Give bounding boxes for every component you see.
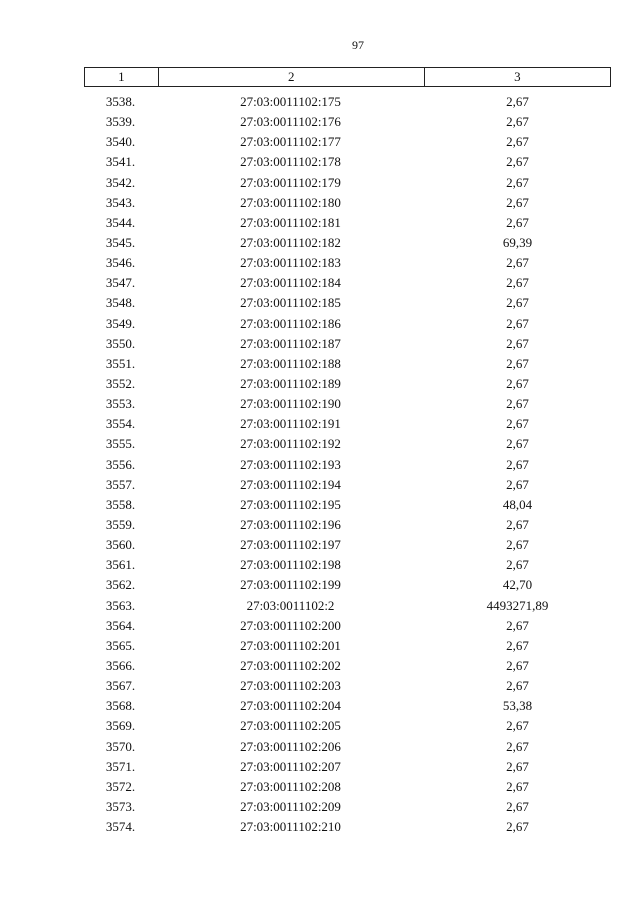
table-row <box>84 354 611 374</box>
row-number: 3568. <box>105 698 136 714</box>
row-number: 3539. <box>105 114 136 130</box>
row-value: 42,70 <box>502 577 533 593</box>
row-number: 3566. <box>105 658 136 673</box>
cadastral-number: 27:03:0011102:189 <box>240 376 341 392</box>
row-number: 3540. <box>105 134 136 150</box>
row-value: 2,67 <box>506 658 529 673</box>
table-row <box>84 777 611 797</box>
row-number: 3560. <box>105 537 136 553</box>
row-value: 2,67 <box>506 376 529 392</box>
row-number: 3558. <box>105 496 136 512</box>
row-number: 3545. <box>105 235 136 251</box>
cadastral-number: 27:03:0011102:198 <box>240 557 341 573</box>
table-row <box>84 817 611 837</box>
row-number: 3569. <box>105 718 136 734</box>
row-value: 2,67 <box>506 738 529 754</box>
cadastral-number: 27:03:0011102:191 <box>240 416 341 432</box>
row-value: 2,67 <box>506 174 529 190</box>
row-value: 2,67 <box>506 798 529 814</box>
row-number: 3573. <box>105 798 136 814</box>
cadastral-number: 27:03:0011102:190 <box>240 396 341 412</box>
row-value: 2,67 <box>506 456 529 472</box>
table-row <box>84 475 611 495</box>
row-number: 3556. <box>105 456 136 472</box>
table-row <box>84 455 611 475</box>
table-row <box>84 213 611 233</box>
row-number: 3565. <box>105 637 136 653</box>
table-row <box>84 716 611 736</box>
row-value: 2,67 <box>506 355 529 371</box>
table-row <box>84 253 611 273</box>
row-value: 2,67 <box>506 778 529 794</box>
row-number: 3544. <box>105 214 136 230</box>
column-header-1: 1 <box>118 69 125 84</box>
cadastral-number: 27:03:0011102:202 <box>240 658 341 673</box>
row-number: 3554. <box>105 416 136 432</box>
table-header-row <box>84 67 611 87</box>
cadastral-number: 27:03:0011102:2 <box>246 597 335 613</box>
row-number: 3570. <box>105 738 136 754</box>
cadastral-number: 27:03:0011102:207 <box>240 758 341 774</box>
cadastral-number: 27:03:0011102:175 <box>240 94 341 110</box>
cadastral-number: 27:03:0011102:180 <box>240 194 341 210</box>
column-header-3: 3 <box>424 68 610 86</box>
row-value: 2,67 <box>506 758 529 774</box>
cadastral-number: 27:03:0011102:196 <box>240 517 341 533</box>
column-header-2: 2 <box>158 68 424 86</box>
table-row <box>84 293 611 313</box>
row-value: 2,67 <box>506 134 529 150</box>
row-number: 3553. <box>105 396 136 412</box>
row-number: 3542. <box>105 174 136 190</box>
page-number: 97 <box>352 38 364 52</box>
row-value: 2,67 <box>506 557 529 573</box>
row-number: 3557. <box>105 476 136 492</box>
table-row <box>84 696 611 716</box>
table-row <box>84 152 611 172</box>
table-row <box>84 757 611 777</box>
row-value: 48,04 <box>502 496 533 512</box>
row-value: 69,39 <box>502 235 533 251</box>
table-body <box>84 92 611 837</box>
row-value: 2,67 <box>506 476 529 492</box>
cadastral-number: 27:03:0011102:187 <box>240 335 341 351</box>
table-row <box>84 414 611 434</box>
table-row <box>84 495 611 515</box>
table-row <box>84 616 611 636</box>
table-row <box>84 334 611 354</box>
row-value: 2,67 <box>506 436 529 452</box>
row-number: 3559. <box>105 517 136 533</box>
cadastral-number: 27:03:0011102:193 <box>240 456 341 472</box>
row-number: 3567. <box>105 678 136 694</box>
table-row <box>84 173 611 193</box>
row-value: 2,67 <box>506 617 529 633</box>
cadastral-number: 27:03:0011102:183 <box>240 255 341 271</box>
cadastral-number: 27:03:0011102:205 <box>240 718 341 734</box>
table-row <box>84 555 611 575</box>
table-row <box>84 193 611 213</box>
table-row <box>84 575 611 595</box>
table-row <box>84 535 611 555</box>
row-value: 2,67 <box>506 718 529 734</box>
row-value: 2,67 <box>506 537 529 553</box>
row-value: 53,38 <box>502 698 533 714</box>
cadastral-number: 27:03:0011102:201 <box>240 637 341 653</box>
row-value: 2,67 <box>506 315 529 331</box>
row-value: 2,67 <box>506 94 529 110</box>
cadastral-number: 27:03:0011102:204 <box>240 698 341 714</box>
row-number: 3546. <box>105 255 136 271</box>
row-value: 2,67 <box>506 214 529 230</box>
cadastral-number: 27:03:0011102:186 <box>240 315 341 331</box>
row-value: 2,67 <box>506 295 529 311</box>
table-row <box>84 737 611 757</box>
table-row <box>84 112 611 132</box>
row-value: 2,67 <box>506 114 529 130</box>
row-number: 3552. <box>105 376 136 392</box>
row-number: 3561. <box>105 557 136 573</box>
cadastral-number: 27:03:0011102:200 <box>240 617 341 633</box>
cadastral-number: 27:03:0011102:178 <box>240 154 341 170</box>
row-value: 2,67 <box>506 255 529 271</box>
row-value: 2,67 <box>506 396 529 412</box>
table-row <box>84 132 611 152</box>
table-row <box>84 92 611 112</box>
table-row <box>84 314 611 334</box>
row-number: 3538. <box>105 94 136 110</box>
row-value: 2,67 <box>506 275 529 291</box>
cadastral-number: 27:03:0011102:197 <box>240 537 341 553</box>
cadastral-number: 27:03:0011102:206 <box>240 738 341 754</box>
cadastral-number: 27:03:0011102:210 <box>240 819 341 835</box>
table-row <box>84 434 611 454</box>
cadastral-number: 27:03:0011102:179 <box>240 174 341 190</box>
row-value: 4493271,89 <box>486 597 549 613</box>
table-row <box>84 656 611 676</box>
table-row <box>84 797 611 817</box>
cadastral-number: 27:03:0011102:176 <box>240 114 341 130</box>
row-number: 3564. <box>105 617 136 633</box>
row-number: 3572. <box>105 778 136 794</box>
table-row <box>84 515 611 535</box>
row-value: 2,67 <box>506 678 529 694</box>
row-number: 3549. <box>105 315 136 331</box>
cadastral-number: 27:03:0011102:209 <box>240 798 341 814</box>
cadastral-number: 27:03:0011102:199 <box>240 577 341 593</box>
row-value: 2,67 <box>506 154 529 170</box>
table-row <box>84 636 611 656</box>
row-number: 3541. <box>105 154 136 170</box>
row-value: 2,67 <box>506 335 529 351</box>
row-value: 2,67 <box>506 194 529 210</box>
row-number: 3574. <box>105 819 136 835</box>
cadastral-number: 27:03:0011102:182 <box>240 235 341 251</box>
table-row <box>84 676 611 696</box>
cadastral-number: 27:03:0011102:185 <box>240 295 341 311</box>
cadastral-number: 27:03:0011102:184 <box>240 275 341 291</box>
table-row <box>84 394 611 414</box>
cadastral-number: 27:03:0011102:194 <box>240 476 341 492</box>
row-value: 2,67 <box>506 819 529 835</box>
row-value: 2,67 <box>506 637 529 653</box>
row-number: 3548. <box>105 295 136 311</box>
table-row <box>84 596 611 616</box>
table-row <box>84 273 611 293</box>
row-number: 3543. <box>105 194 136 210</box>
table-row <box>84 233 611 253</box>
cadastral-number: 27:03:0011102:181 <box>240 214 341 230</box>
row-number: 3563. <box>105 597 136 613</box>
row-number: 3551. <box>105 355 136 371</box>
table-row <box>84 374 611 394</box>
row-number: 3562. <box>105 577 136 593</box>
cadastral-number: 27:03:0011102:203 <box>240 678 341 694</box>
cadastral-number: 27:03:0011102:208 <box>240 778 341 794</box>
cadastral-number: 27:03:0011102:192 <box>240 436 341 452</box>
row-number: 3547. <box>105 275 136 291</box>
data-table <box>84 67 611 837</box>
row-value: 2,67 <box>506 517 529 533</box>
cadastral-number: 27:03:0011102:188 <box>240 355 341 371</box>
row-number: 3555. <box>105 436 136 452</box>
cadastral-number: 27:03:0011102:177 <box>240 134 341 150</box>
row-number: 3550. <box>105 335 136 351</box>
row-value: 2,67 <box>506 416 529 432</box>
row-number: 3571. <box>105 758 136 774</box>
cadastral-number: 27:03:0011102:195 <box>240 496 341 512</box>
